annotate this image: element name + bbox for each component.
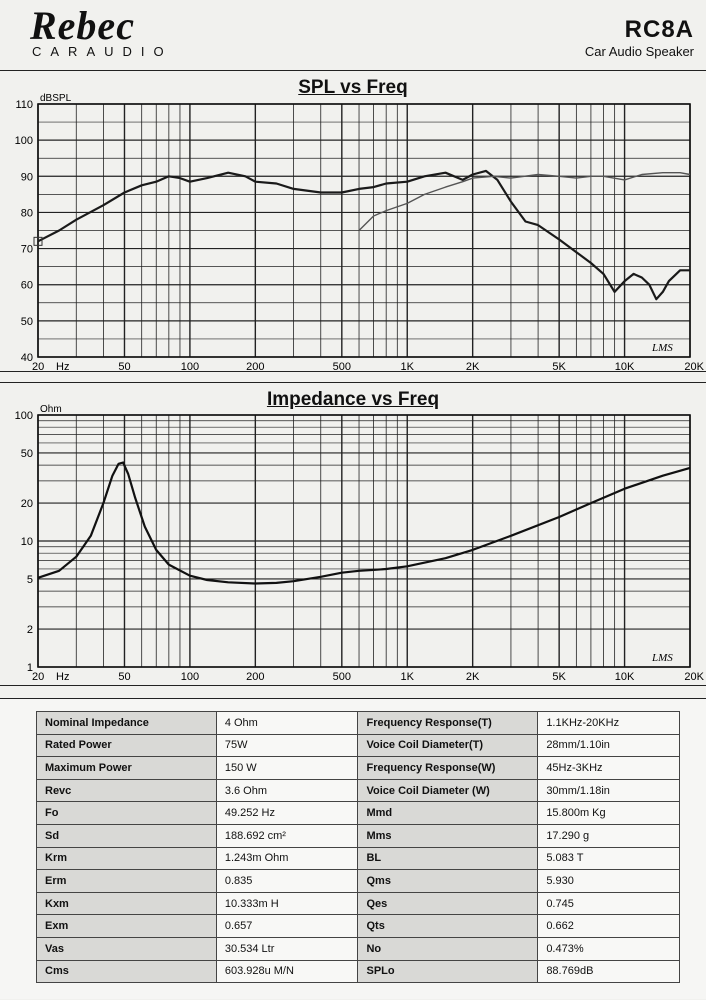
spec-label: Kxm xyxy=(37,892,217,915)
x-tick-label: 10K xyxy=(614,671,635,683)
spec-label: Maximum Power xyxy=(37,757,217,780)
y-axis-label: dBSPL xyxy=(40,93,72,104)
x-tick-label: 50 xyxy=(118,671,131,683)
spec-row xyxy=(37,824,680,847)
spec-label: Qts xyxy=(358,915,538,938)
y-tick-label: 50 xyxy=(20,315,33,328)
spec-value: 0.662 xyxy=(538,915,680,938)
spec-row xyxy=(37,915,680,938)
spec-value: 0.745 xyxy=(538,892,680,915)
spec-value: 5.083 T xyxy=(538,847,680,870)
y-tick-label: 60 xyxy=(20,279,33,292)
spec-value: 30mm/1.18in xyxy=(538,779,680,802)
spec-value: 0.657 xyxy=(216,915,358,938)
spec-value: 150 W xyxy=(216,757,358,780)
x-tick-label: 2K xyxy=(465,361,480,373)
spec-label: Qes xyxy=(358,892,538,915)
spec-label: Rated Power xyxy=(37,734,217,757)
spec-label: SPLo xyxy=(358,960,538,983)
spec-value: 28mm/1.10in xyxy=(538,734,680,757)
spec-row xyxy=(37,712,680,735)
spec-label: Frequency Response(T) xyxy=(358,712,538,735)
spec-table xyxy=(36,711,680,983)
spec-label: Revc xyxy=(37,779,217,802)
spec-value: 603.928u M/N xyxy=(216,960,358,983)
y-tick-label: 40 xyxy=(20,352,33,364)
x-tick-label: 2K xyxy=(465,671,480,683)
x-tick-label: 20K xyxy=(684,671,704,683)
spec-label: Sd xyxy=(37,824,217,847)
spec-label: Frequency Response(W) xyxy=(358,757,538,780)
spec-value: 10.333m H xyxy=(216,892,358,915)
spec-row xyxy=(37,847,680,870)
x-tick-label: 500 xyxy=(332,361,351,373)
impedance-chart-title: Impedance vs Freq xyxy=(266,389,440,410)
y-tick-label: 90 xyxy=(20,171,33,184)
spl-chart-title: SPL vs Freq xyxy=(298,77,408,98)
lms-watermark: LMS xyxy=(652,652,673,664)
x-tick-label: Hz xyxy=(56,671,70,683)
spec-label: Krm xyxy=(37,847,217,870)
x-tick-label: 5K xyxy=(552,361,566,373)
spec-label: BL xyxy=(358,847,538,870)
spec-label: Mmd xyxy=(358,802,538,825)
spec-row xyxy=(37,960,680,983)
spec-value: 3.6 Ohm xyxy=(216,779,358,802)
x-tick-label: 1K xyxy=(400,361,414,373)
spec-value: 30.534 Ltr xyxy=(216,937,358,960)
x-tick-label: 100 xyxy=(180,671,200,683)
y-tick-label: 1 xyxy=(26,662,33,674)
y-tick-label: 2 xyxy=(26,624,33,637)
lms-watermark: LMS xyxy=(652,342,673,354)
x-tick-label: Hz xyxy=(56,361,70,373)
spec-value: 17.290 g xyxy=(538,824,680,847)
spec-label: Vas xyxy=(37,937,217,960)
spec-row xyxy=(37,870,680,893)
y-tick-label: 70 xyxy=(20,243,33,256)
y-axis-label: Ohm xyxy=(40,404,62,415)
spec-value: 75W xyxy=(216,734,358,757)
spl-chart xyxy=(0,71,706,371)
impedance-chart xyxy=(0,383,706,685)
spec-value: 49.252 Hz xyxy=(216,802,358,825)
model-subtitle: Car Audio Speaker xyxy=(584,44,694,59)
spec-label: Voice Coil Diameter(T) xyxy=(358,734,538,757)
spec-value: 5.930 xyxy=(538,870,680,893)
x-tick-label: 50 xyxy=(118,361,131,373)
spec-value: 88.769dB xyxy=(538,960,680,983)
x-tick-label: 500 xyxy=(332,671,351,683)
spec-value: 0.835 xyxy=(216,870,358,893)
x-tick-label: 5K xyxy=(552,671,566,683)
spec-value: 1.1KHz-20KHz xyxy=(538,712,680,735)
spec-panel xyxy=(0,698,706,999)
spec-label: Fo xyxy=(37,802,217,825)
y-tick-label: 50 xyxy=(20,447,33,460)
x-tick-label: 200 xyxy=(246,671,265,683)
spec-value: 45Hz-3KHz xyxy=(538,757,680,780)
x-tick-label: 10K xyxy=(614,361,635,373)
spec-label: Nominal Impedance xyxy=(37,712,217,735)
spec-row xyxy=(37,734,680,757)
spec-label: Cms xyxy=(37,960,217,983)
x-tick-label: 20 xyxy=(32,671,45,683)
spec-label: Exm xyxy=(37,915,217,938)
spec-value: 188.692 cm² xyxy=(216,824,358,847)
spec-label: Voice Coil Diameter (W) xyxy=(358,779,538,802)
model-number: RC8A xyxy=(624,16,694,43)
x-tick-label: 20K xyxy=(684,361,704,373)
y-tick-label: 110 xyxy=(15,99,33,111)
spec-value: 0.473% xyxy=(538,937,680,960)
x-tick-label: 100 xyxy=(180,361,200,373)
spec-row xyxy=(37,937,680,960)
y-tick-label: 100 xyxy=(14,410,33,422)
spec-value: 1.243m Ohm xyxy=(216,847,358,870)
impedance-chart-panel xyxy=(0,382,706,686)
spec-value: 15.800m Kg xyxy=(538,802,680,825)
spec-label: No xyxy=(358,937,538,960)
x-tick-label: 1K xyxy=(400,671,414,683)
spec-label: Qms xyxy=(358,870,538,893)
y-tick-label: 100 xyxy=(14,135,33,148)
y-tick-label: 20 xyxy=(20,498,33,511)
x-tick-label: 20 xyxy=(32,361,45,373)
y-tick-label: 10 xyxy=(20,536,33,548)
series-line xyxy=(38,171,690,299)
y-tick-label: 80 xyxy=(20,207,33,220)
spec-label: Mms xyxy=(358,824,538,847)
spec-value: 4 Ohm xyxy=(216,712,358,735)
spec-row xyxy=(37,802,680,825)
x-tick-label: 200 xyxy=(246,361,265,373)
spec-row xyxy=(37,757,680,780)
spec-row xyxy=(37,779,680,802)
brand-name: Rebec xyxy=(30,3,135,48)
spec-label: Erm xyxy=(37,870,217,893)
brand-subtitle: CARAUDIO xyxy=(32,44,173,59)
spec-row xyxy=(37,892,680,915)
y-tick-label: 5 xyxy=(26,573,33,586)
spl-chart-panel xyxy=(0,70,706,372)
